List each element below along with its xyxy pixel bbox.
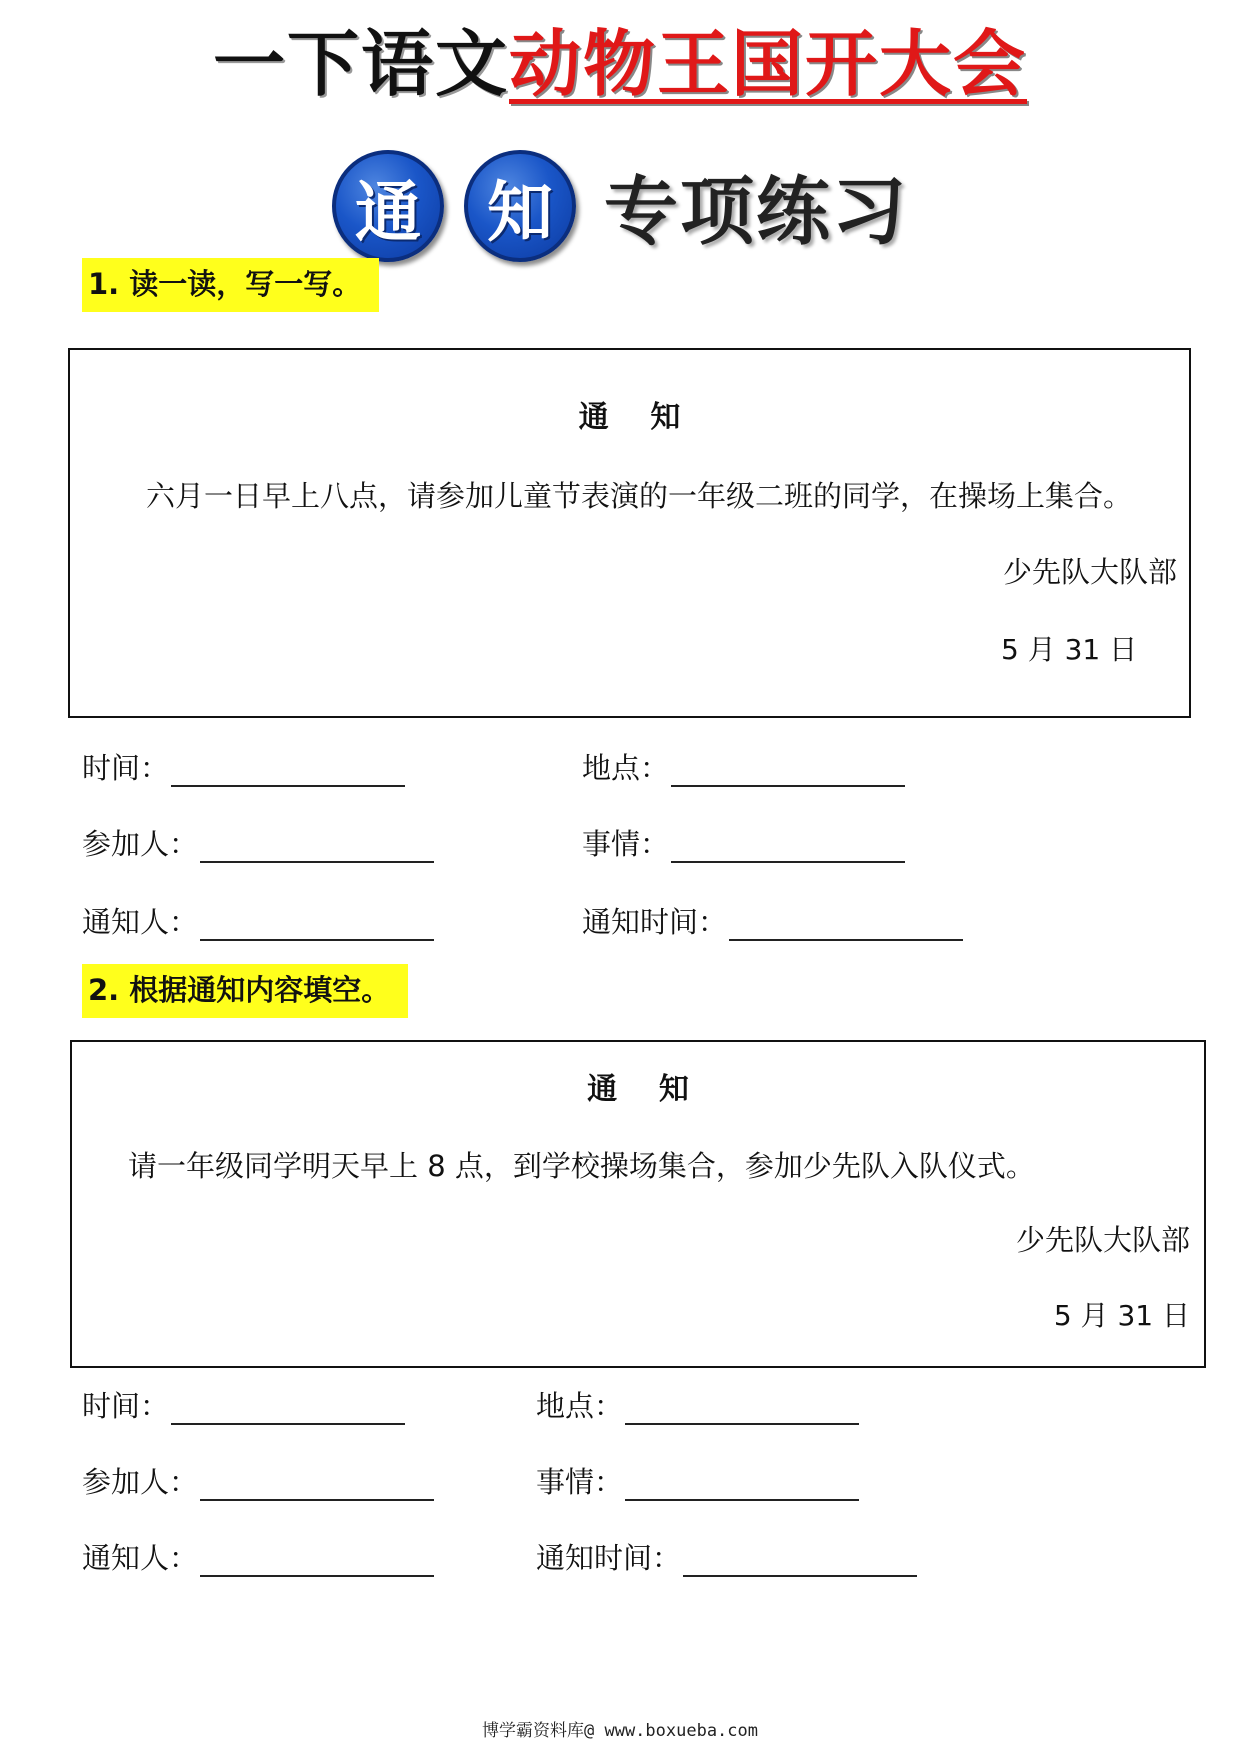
- section1-heading: 1. 读一读，写一写。: [82, 258, 379, 312]
- s2-notice-time-label: 通知时间：: [536, 1541, 682, 1575]
- s2-place-label: 地点：: [536, 1389, 624, 1423]
- s1-place-blank[interactable]: [671, 759, 905, 787]
- s1-participants-row: [82, 822, 434, 863]
- subtitle-text: 专项练习: [604, 169, 908, 255]
- section2-notice-date: 5 月 31 日: [1053, 1299, 1190, 1332]
- section2-notice-body: 请一年级同学明天早上 8 点，到学校操场集合，参加少先队入队仪式。: [128, 1149, 1035, 1183]
- s1-matter-label: 事情：: [582, 827, 670, 861]
- s1-notice-time-label: 通知时间：: [582, 905, 728, 939]
- s2-matter-blank[interactable]: [625, 1473, 859, 1501]
- s2-matter-label: 事情：: [536, 1465, 624, 1499]
- s2-notifier-row: [82, 1536, 434, 1577]
- s2-notifier-label: 通知人：: [82, 1541, 199, 1575]
- s2-participants-row: [82, 1460, 434, 1501]
- s2-participants-blank[interactable]: [200, 1473, 434, 1501]
- page-title: [0, 22, 1240, 106]
- s1-notifier-row: [82, 900, 434, 941]
- s2-time-label: 时间：: [82, 1389, 170, 1423]
- subtitle-circle-1: 通: [332, 150, 444, 262]
- section1-notice-body: 六月一日早上八点，请参加儿童节表演的一年级二班的同学，在操场上集合。: [146, 479, 1133, 513]
- s2-time-blank[interactable]: [171, 1397, 405, 1425]
- s2-notice-time-row: [536, 1536, 917, 1577]
- section1-notice-sign: 少先队大队部: [1002, 555, 1177, 589]
- section1-notice-box: [68, 348, 1191, 718]
- s2-notice-time-blank[interactable]: [683, 1549, 917, 1577]
- subtitle: [0, 150, 1240, 262]
- s1-matter-blank[interactable]: [671, 835, 905, 863]
- s1-time-blank[interactable]: [171, 759, 405, 787]
- s1-place-label: 地点：: [582, 751, 670, 785]
- section2-heading: 2. 根据通知内容填空。: [82, 964, 408, 1018]
- section2-notice-title: 通 知: [587, 1072, 689, 1107]
- s1-matter-row: [582, 822, 905, 863]
- s2-notifier-blank[interactable]: [200, 1549, 434, 1577]
- s2-participants-label: 参加人：: [82, 1465, 199, 1499]
- subtitle-circle-2: 知: [464, 150, 576, 262]
- s1-notifier-label: 通知人：: [82, 905, 199, 939]
- s2-time-row: [82, 1384, 405, 1425]
- s2-place-blank[interactable]: [625, 1397, 859, 1425]
- s1-notice-time-row: [582, 900, 963, 941]
- s1-notice-time-blank[interactable]: [729, 913, 963, 941]
- s2-place-row: [536, 1384, 859, 1425]
- title-part2: 动物王国开大会: [509, 22, 1028, 106]
- s1-notifier-blank[interactable]: [200, 913, 434, 941]
- s1-place-row: [582, 746, 905, 787]
- s1-time-label: 时间：: [82, 751, 170, 785]
- section2-notice-sign: 少先队大队部: [1015, 1223, 1190, 1257]
- s2-matter-row: [536, 1460, 859, 1501]
- footer-watermark: 博学霸资料库@ www.boxueba.com: [482, 1721, 758, 1741]
- section1-notice-title: 通 知: [578, 400, 681, 435]
- s1-participants-blank[interactable]: [200, 835, 434, 863]
- section2-notice-box: [70, 1040, 1206, 1368]
- section1-notice-date: 5 月 31 日: [1001, 633, 1138, 666]
- title-part1: 一下语文: [212, 22, 509, 106]
- s1-participants-label: 参加人：: [82, 827, 199, 861]
- s1-time-row: [82, 746, 405, 787]
